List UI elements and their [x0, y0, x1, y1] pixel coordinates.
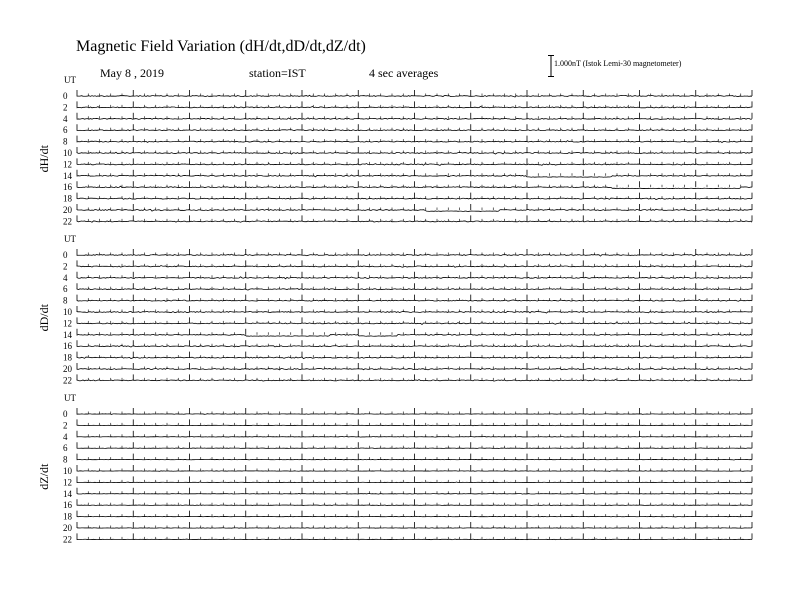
- row-hour-label: 2: [63, 420, 68, 431]
- panel-ylabel: dH/dt: [37, 145, 51, 173]
- panel-ylabel: dZ/dt: [37, 463, 51, 490]
- row-hour-label: 2: [63, 102, 68, 113]
- row-hour-label: 2: [63, 261, 68, 272]
- scale-label: 1.000nT (Istok Lemi-30 magnetometer): [554, 59, 682, 68]
- row-hour-label: 20: [63, 205, 72, 215]
- row-hour-label: 18: [63, 352, 72, 363]
- row-hour-label: 4: [63, 431, 68, 442]
- row-hour-label: 8: [63, 136, 68, 147]
- row-hour-label: 22: [63, 534, 72, 545]
- row-hour-label: 8: [63, 454, 68, 465]
- row-hour-label: 20: [63, 523, 72, 533]
- ut-label: UT: [64, 75, 76, 85]
- station-label: station=IST: [249, 66, 306, 80]
- row-hour-label: 20: [63, 364, 72, 374]
- row-hour-label: 0: [63, 250, 68, 260]
- row-hour-label: 10: [63, 148, 72, 158]
- panel-dD-dt: [37, 234, 752, 385]
- row-hour-label: 0: [63, 409, 68, 419]
- row-hour-label: 12: [63, 318, 72, 329]
- row-hour-label: 12: [63, 477, 72, 488]
- row-hour-label: 6: [63, 125, 68, 136]
- row-hour-label: 4: [63, 113, 68, 124]
- row-hour-label: 18: [63, 193, 72, 204]
- row-hour-label: 16: [63, 341, 72, 352]
- row-hour-label: 16: [63, 182, 72, 193]
- chart-title: Magnetic Field Variation (dH/dt,dD/dt,dZ/dt): [76, 38, 366, 55]
- row-hour-label: 22: [63, 375, 72, 386]
- averaging-label: 4 sec averages: [369, 66, 439, 80]
- row-hour-label: 6: [63, 284, 68, 295]
- ut-label: UT: [64, 393, 76, 403]
- panel-dH-dt: [37, 75, 752, 226]
- row-hour-label: 18: [63, 511, 72, 522]
- row-hour-label: 10: [63, 466, 72, 476]
- row-hour-label: 12: [63, 159, 72, 170]
- row-hour-label: 14: [63, 170, 72, 181]
- row-hour-label: 10: [63, 307, 72, 317]
- row-hour-label: 22: [63, 216, 72, 227]
- row-hour-label: 8: [63, 295, 68, 306]
- row-hour-label: 0: [63, 91, 68, 101]
- row-hour-label: 4: [63, 272, 68, 283]
- panel-ylabel: dD/dt: [37, 304, 51, 332]
- row-hour-label: 14: [63, 488, 72, 499]
- panel-dZ-dt: [37, 393, 752, 544]
- row-hour-label: 16: [63, 500, 72, 511]
- date-label: May 8 , 2019: [100, 66, 164, 80]
- row-hour-label: 14: [63, 329, 72, 340]
- ut-label: UT: [64, 234, 76, 244]
- row-hour-label: 6: [63, 443, 68, 454]
